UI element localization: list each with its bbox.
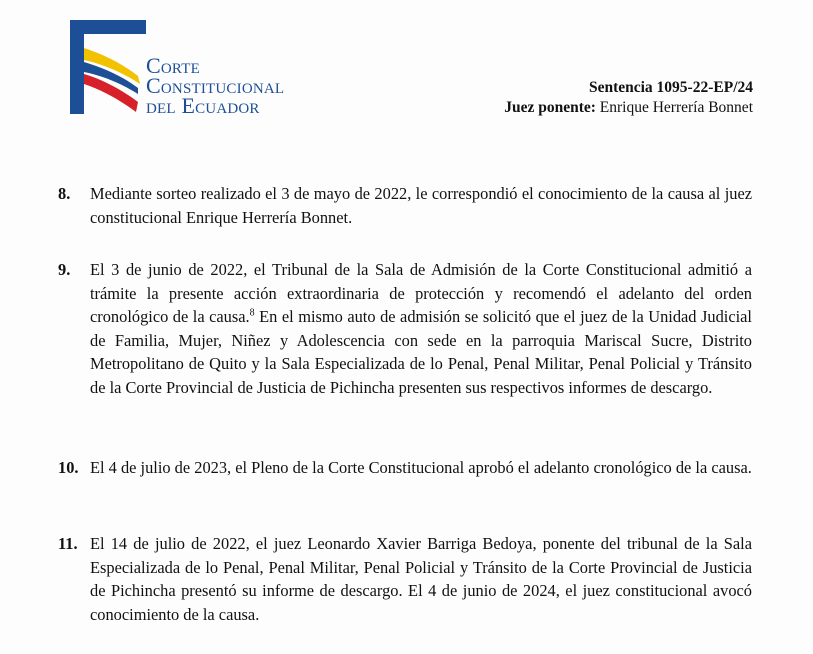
paragraph-text xyxy=(90,258,752,400)
paragraph-text-part-2: En el mismo auto de admisión se solicitó que el juez de la Unidad Judicial de Familia, Mujer, Niñez y Adolescencia con sede en la parroquia Mariscal Sucre, Distrito Metropolitano de Quito y la Sala Especializada de lo Penal, Penal Militar, Penal Policial y Tránsito de la Corte Provincial de Justicia de Pichincha presenten sus respectivos informes de descargo. xyxy=(90,307,752,397)
footnote-marker[interactable]: 8 xyxy=(249,307,255,319)
paragraph-number: 8. xyxy=(58,184,71,203)
judge-label: Juez ponente: xyxy=(504,99,596,116)
paragraph-text: Mediante sorteo realizado el 3 de mayo de 2022, le correspondió el conocimiento de la causa al juez constitucional Enrique Herrería Bonnet. xyxy=(90,184,752,227)
court-name xyxy=(146,53,285,118)
court-logo xyxy=(68,18,328,128)
paragraph-9 xyxy=(58,258,752,400)
paragraph-text: El 14 de julio de 2022, el juez Leonardo Xavier Barriga Bedoya, ponente del tribunal de la Sala Especializada de lo Penal, Penal Militar, Penal Policial y Tránsito de la Corte Provincial de Justicia de Pichincha presentó su informe de descargo. El 4 de junio de 2024, el juez constitucional avocó conocimiento de la causa. xyxy=(90,534,752,624)
judge-line xyxy=(504,98,753,118)
paragraph-number: 11. xyxy=(58,534,78,553)
paragraph-text: El 4 de julio de 2023, el Pleno de la Corte Constitucional aprobó el adelanto cronológico de la causa. xyxy=(90,458,752,477)
paragraph-11 xyxy=(58,532,752,626)
paragraph-8 xyxy=(58,182,752,229)
judge-name: Enrique Herrería Bonnet xyxy=(599,99,753,116)
paragraph-number: 9. xyxy=(58,260,71,279)
logo-line-2: Constitucional xyxy=(146,73,285,98)
court-emblem-icon xyxy=(68,18,148,128)
paragraph-10 xyxy=(58,456,752,480)
logo-line-1: Corte xyxy=(146,53,200,78)
case-number: Sentencia 1095-22-EP/24 xyxy=(588,79,753,96)
paragraph-number: 10. xyxy=(58,458,79,477)
logo-line-3: del Ecuador xyxy=(146,93,260,118)
case-header xyxy=(504,78,753,118)
paragraph-text-part-1: El 3 de junio de 2022, el Tribunal de la Sala de Admisión de la Corte Constitucional admitió a trámite la presente acción extraordinaria de protección y recomendó el adelanto del orden cronológico de la causa. xyxy=(90,260,752,327)
